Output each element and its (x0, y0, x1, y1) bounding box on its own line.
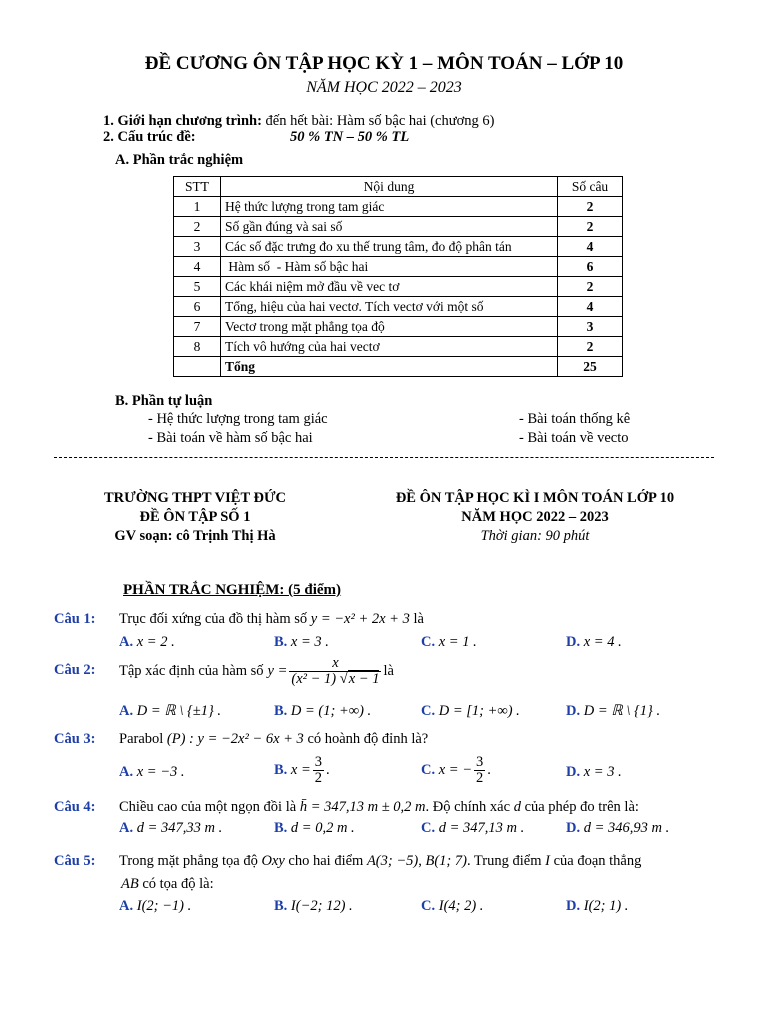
row-content: Vectơ trong mặt phẳng tọa độ (221, 317, 558, 337)
exam-number: ĐỀ ÔN TẬP SỐ 1 (139, 509, 251, 525)
answer-option-d[interactable]: D. x = 3 . (566, 764, 622, 780)
answer-option-b[interactable]: B. x = $\frac{3}{2}$ . (274, 753, 330, 786)
row-stt: 6 (174, 297, 221, 317)
answer-option-a[interactable]: A. D = ℝ \ {±1} . (119, 703, 222, 719)
mc-section-heading: PHẦN TRẮC NGHIỆM: (5 điểm) (123, 582, 342, 598)
row-stt: 3 (174, 237, 221, 257)
question-label: Câu 4: (54, 799, 96, 815)
section-a-heading: A. Phần trắc nghiệm (115, 152, 244, 168)
row-stt: 7 (174, 317, 221, 337)
scope-item-1-value: đến hết bài: Hàm số bậc hai (chương 6) (265, 113, 495, 129)
row-content: Số gần đúng và sai số (221, 217, 558, 237)
structure-table (173, 176, 623, 377)
row-content: Các khái niệm mở đầu về vec tơ (221, 277, 558, 297)
scope-item-1 (103, 113, 494, 130)
school-name: TRƯỜNG THPT VIỆT ĐỨC (104, 490, 286, 506)
row-content: Tổng, hiệu của hai vectơ. Tích vectơ với một số (221, 297, 558, 317)
answer-option-a[interactable]: A. I(2; −1) . (119, 898, 192, 914)
question-4-text: Chiều cao của một ngọn đồi là h̄ = 347,13 m ± 0,2 m. Độ chính xác d của phép đo trên là: (119, 799, 639, 815)
scope-item-2-value: 50 % TN – 50 % TL (290, 129, 410, 145)
dashed-divider (54, 457, 714, 458)
exam-duration: Thời gian: 90 phút (480, 528, 590, 544)
total-value: 25 (558, 357, 623, 377)
question-label: Câu 3: (54, 731, 96, 747)
total-label: Tổng (221, 357, 558, 377)
answer-option-b[interactable]: B. d = 0,2 m . (274, 820, 355, 836)
row-count: 2 (558, 197, 623, 217)
math-expression: y = −x² + 2x + 3 (310, 611, 410, 627)
answer-option-a[interactable]: A. x = −3 . (119, 764, 185, 780)
column-header-count: Số câu (558, 177, 623, 197)
fraction: $\frac{3}{2}$ (476, 753, 484, 786)
scope-item-1-label: 1. Giới hạn chương trình: (103, 113, 262, 129)
row-content: Các số đặc trưng đo xu thế trung tâm, đo độ phân tán (221, 237, 558, 257)
row-stt: 8 (174, 337, 221, 357)
row-count: 2 (558, 217, 623, 237)
question-3-text: Parabol (P) : y = −2x² − 6x + 3 có hoành độ đỉnh là? (119, 731, 429, 747)
row-stt: 2 (174, 217, 221, 237)
answer-option-a[interactable]: A. x = 2 . (119, 634, 175, 650)
scope-item-2-label: 2. Cấu trúc đề: (103, 129, 196, 145)
question-label: Câu 5: (54, 853, 96, 869)
answer-option-c[interactable]: C. x = − $\frac{3}{2}$ . (421, 753, 491, 786)
math-expression: (P) : y = −2x² − 6x + 3 (166, 731, 304, 747)
essay-topic: - Hệ thức lượng trong tam giác (148, 411, 328, 427)
table-row (174, 237, 623, 257)
answer-option-b[interactable]: B. I(−2; 12) . (274, 898, 353, 914)
row-stt: 4 (174, 257, 221, 277)
row-content: Tích vô hướng của hai vectơ (221, 337, 558, 357)
column-header-stt: STT (174, 177, 221, 197)
answer-option-c[interactable]: C. I(4; 2) . (421, 898, 484, 914)
answer-option-c[interactable]: C. d = 347,13 m . (421, 820, 525, 836)
answer-option-c[interactable]: C. x = 1 . (421, 634, 477, 650)
row-count: 4 (558, 237, 623, 257)
row-content: Hệ thức lượng trong tam giác (221, 197, 558, 217)
essay-topic: - Bài toán về vecto (519, 430, 629, 446)
teacher-name: GV soạn: cô Trịnh Thị Hà (114, 528, 276, 544)
answer-option-a[interactable]: A. d = 347,33 m . (119, 820, 223, 836)
question-label: Câu 1: (54, 611, 96, 627)
table-row (174, 297, 623, 317)
table-total-row (174, 357, 623, 377)
answer-option-d[interactable]: D. I(2; 1) . (566, 898, 629, 914)
table-row (174, 317, 623, 337)
answer-option-b[interactable]: B. D = (1; +∞) . (274, 703, 372, 719)
row-count: 4 (558, 297, 623, 317)
math-expression: h̄ = 347,13 m ± 0,2 m (299, 799, 426, 815)
row-content: Hàm số - Hàm số bậc hai (221, 257, 558, 277)
exam-year: NĂM HỌC 2022 – 2023 (461, 509, 609, 525)
fraction: $\frac{x}{\text{(x² − 1) √x − 1}}$ (291, 654, 380, 687)
scope-item-2 (103, 129, 196, 146)
question-2-text: Tập xác định của hàm số y = $\frac{x}{\text{(x² − 1) √x − 1}}$ là (119, 654, 394, 687)
table-row (174, 337, 623, 357)
section-b-heading: B. Phần tự luận (115, 393, 213, 409)
row-count: 2 (558, 277, 623, 297)
school-year: NĂM HỌC 2022 – 2023 (306, 79, 462, 96)
table-row (174, 257, 623, 277)
table-header-row (174, 177, 623, 197)
exam-title: ĐỀ ÔN TẬP HỌC KÌ I MÔN TOÁN LỚP 10 (395, 490, 675, 506)
answer-option-d[interactable]: D. x = 4 . (566, 634, 622, 650)
row-stt: 5 (174, 277, 221, 297)
table-row (174, 277, 623, 297)
row-count: 3 (558, 317, 623, 337)
essay-topic: - Bài toán về hàm số bậc hai (148, 430, 313, 446)
answer-option-d[interactable]: D. d = 346,93 m . (566, 820, 670, 836)
table-row (174, 217, 623, 237)
table-row (174, 197, 623, 217)
document-title: ĐỀ CƯƠNG ÔN TẬP HỌC KỲ 1 – MÔN TOÁN – LỚP 10 (144, 53, 624, 74)
essay-topic: - Bài toán thống kê (519, 411, 631, 427)
row-count: 2 (558, 337, 623, 357)
row-count: 6 (558, 257, 623, 277)
question-1-text: Trục đối xứng của đồ thị hàm số y = −x² + 2x + 3 là (119, 611, 424, 627)
answer-option-b[interactable]: B. x = 3 . (274, 634, 329, 650)
question-5-text: Trong mặt phẳng tọa độ Oxy cho hai điểm A(3; −5), B(1; 7). Trung điểm I của đoạn thẳng (119, 853, 642, 869)
answer-option-c[interactable]: C. D = [1; +∞) . (421, 703, 520, 719)
row-stt: 1 (174, 197, 221, 217)
question-5-text-line-2: AB có tọa độ là: (121, 876, 214, 892)
question-label: Câu 2: (54, 662, 96, 678)
column-header-content: Nội dung (221, 177, 558, 197)
fraction: $\frac{3}{2}$ (314, 753, 323, 786)
answer-option-d[interactable]: D. D = ℝ \ {1} . (566, 703, 661, 719)
